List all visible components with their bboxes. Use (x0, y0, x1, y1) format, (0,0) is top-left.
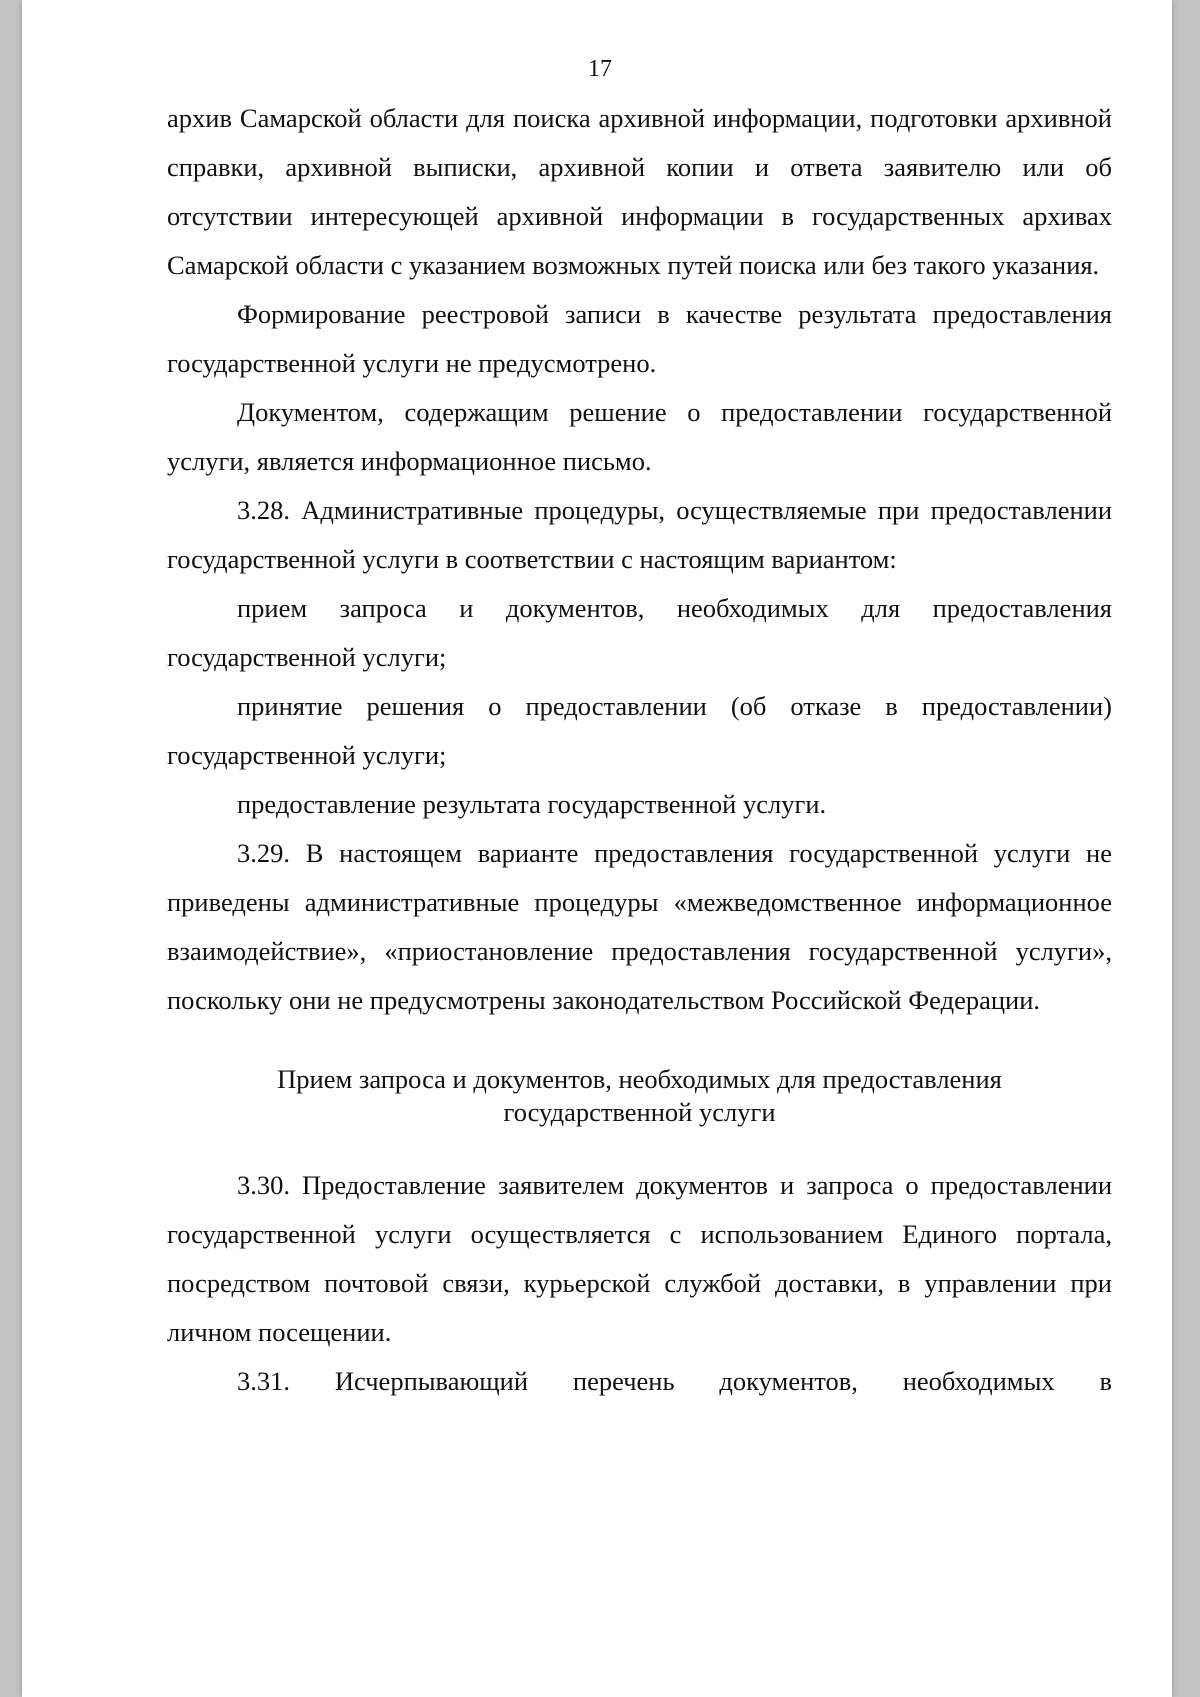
list-item-request-reception: прием запроса и документов, необходимых для предоставления государственной услуги; (167, 593, 1112, 672)
document-body (167, 94, 1112, 1406)
page-number: 17 (588, 56, 612, 82)
paragraph-decision-document: Документом, содержащим решение о предоставлении государственной услуги, является информационное письмо. (167, 397, 1112, 476)
paragraph-3-30: 3.30. Предоставление заявителем документов и запроса о предоставлении государственной услуги осуществляется с использованием Единого портала, посредством почтовой связи, курьерской службой доставки, в управлении при личном посещении. (167, 1170, 1112, 1347)
section-heading-line-1: Прием запроса и документов, необходимых для предоставления (277, 1064, 1002, 1094)
paragraph-3-31: 3.31. Исчерпывающий перечень документов, необходимых в (237, 1366, 1112, 1396)
section-heading (167, 1063, 1112, 1129)
paragraph-registry-record: Формирование реестровой записи в качестве результата предоставления государственной услуги не предусмотрено. (167, 299, 1112, 378)
paragraph-3-29: 3.29. В настоящем варианте предоставления государственной услуги не приведены административные процедуры «межведомственное информационное взаимодействие», «приостановление предоставления государственной услуги», поскольку они не предусмотрены законодательством Российской Федерации. (167, 838, 1112, 1015)
list-item-result-provision: предоставление результата государственной услуги. (237, 789, 827, 819)
paragraph-archive-continuation: архив Самарской области для поиска архивной информации, подготовки архивной справки, архивной выписки, архивной копии и ответа заявителю или об отсутствии интересующей архивной информации в государственных архивах Самарской области с указанием возможных путей поиска или без такого указания. (167, 103, 1112, 280)
list-item-decision-making: принятие решения о предоставлении (об отказе в предоставлении) государственной услуги; (167, 691, 1112, 770)
paragraph-3-28: 3.28. Административные процедуры, осуществляемые при предоставлении государственной услуги в соответствии с настоящим вариантом: (167, 495, 1112, 574)
section-heading-line-2: государственной услуги (503, 1097, 776, 1127)
